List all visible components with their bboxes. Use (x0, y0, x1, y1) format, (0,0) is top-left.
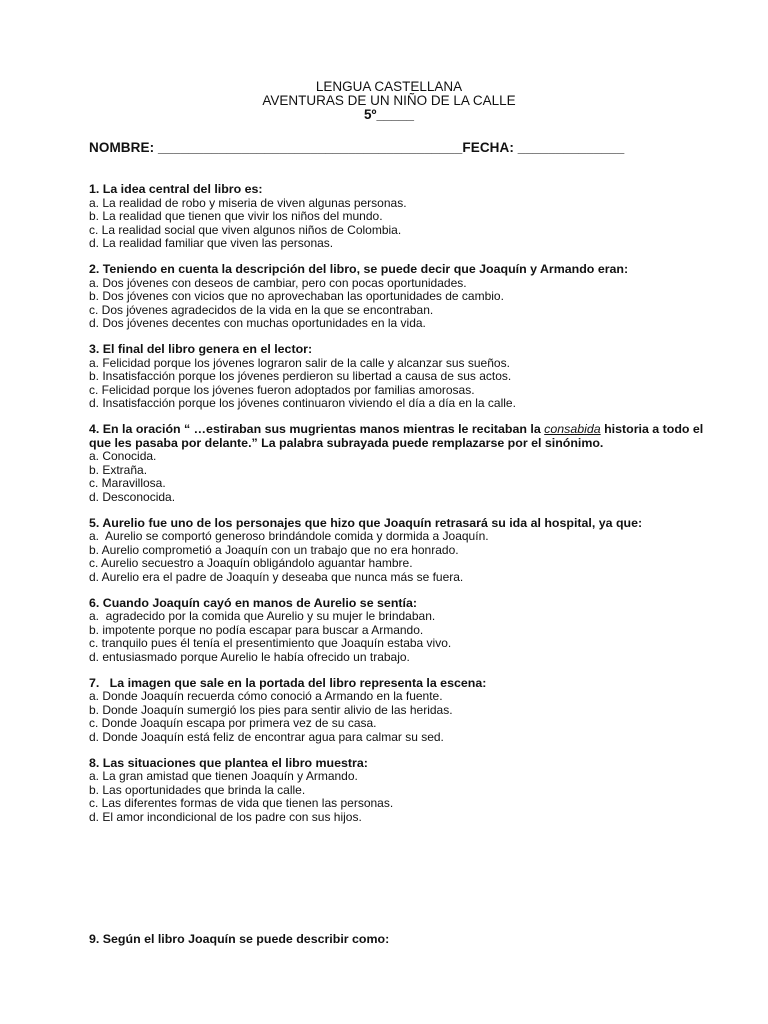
subject-title: LENGUA CASTELLANA (315, 79, 463, 94)
option-d: d. Donde Joaquín está feliz de encontrar agua para calmar su sed. (89, 729, 444, 744)
option-d: d. entusiasmado porque Aurelio le había ofrecido un trabajo. (89, 649, 410, 664)
option-b: b. Insatisfacción porque los jóvenes perdieron su libertad a causa de sus actos. (89, 369, 512, 383)
option-a: a. Donde Joaquín recuerda cómo conoció a Armando en la fuente. (89, 689, 443, 703)
question-8 (89, 757, 709, 825)
option-c: c. Aurelio secuestro a Joaquín obligándolo aguantar hambre. (89, 556, 413, 570)
option-d: d. Dos jóvenes decentes con muchas oportunidades en la vida. (89, 316, 426, 330)
question-title (89, 423, 709, 450)
question-2 (89, 263, 709, 331)
option-b: b. Las oportunidades que brinda la calle. (89, 782, 306, 797)
question-title: 7. La imagen que sale en la portada del libro representa la escena: (89, 675, 487, 690)
option-d: d. La realidad familiar que viven las personas. (89, 236, 334, 250)
name-date-line: NOMBRE: ________________________________________FECHA: ______________ (89, 140, 625, 155)
question-4 (89, 423, 709, 504)
question-9-title: 9. Según el libro Joaquín se puede describir como: (89, 932, 390, 946)
underlined-word: consabida (544, 422, 601, 436)
question-title: 1. La idea central del libro es: (89, 182, 263, 196)
option-d: d. Insatisfacción porque los jóvenes continuaron viviendo el día a día en la calle. (89, 396, 516, 410)
option-b: b. Donde Joaquín sumergió los pies para sentir alivio de las heridas. (89, 702, 453, 717)
option-a: a. Conocida. (89, 449, 157, 463)
book-title: AVENTURAS DE UN NIÑO DE LA CALLE (262, 93, 516, 108)
option-c: c. tranquilo pues él tenía el presentimiento que Joaquín estaba vivo. (89, 636, 452, 650)
question-5 (89, 517, 709, 585)
option-a: a. Felicidad porque los jóvenes lograron salir de la calle y alcanzar sus sueños. (89, 355, 510, 370)
question-1 (89, 183, 709, 251)
option-b: b. La realidad que tienen que vivir los niños del mundo. (89, 209, 383, 223)
grade-line: 5º_____ (364, 107, 414, 122)
question-title: 5. Aurelio fue uno de los personajes que hizo que Joaquín retrasará su ida al hospital, ya que: (89, 515, 643, 530)
question-title: 6. Cuando Joaquín cayó en manos de Aurelio se sentía: (89, 595, 417, 610)
question-title: 3. El final del libro genera en el lector: (89, 342, 313, 356)
option-d: d. El amor incondicional de los padre con sus hijos. (89, 809, 362, 824)
option-b: b. Aurelio comprometió a Joaquín con un trabajo que no era honrado. (89, 542, 459, 557)
option-d: d. Desconocida. (89, 489, 176, 504)
option-a: a. La realidad de robo y miseria de viven algunas personas. (89, 195, 407, 210)
option-c: c. Dos jóvenes agradecidos de la vida en la que se encontraban. (89, 302, 434, 317)
option-c: c. Las diferentes formas de vida que tienen las personas. (89, 796, 394, 810)
question-7 (89, 677, 709, 745)
option-b: b. Dos jóvenes con vicios que no aprovechaban las oportunidades de cambio. (89, 289, 504, 303)
question-title: 2. Teniendo en cuenta la descripción del libro, se puede decir que Joaquín y Armando eran: (89, 262, 629, 276)
option-b: b. Extraña. (89, 462, 148, 477)
option-d: d. Aurelio era el padre de Joaquín y deseaba que nunca más se fuera. (89, 569, 464, 584)
option-c: c. Felicidad porque los jóvenes fueron adoptados por familias amorosas. (89, 382, 475, 397)
questions-list (89, 183, 709, 837)
option-a: a. La gran amistad que tienen Joaquín y Armando. (89, 769, 358, 783)
option-c: c. Donde Joaquín escapa por primera vez de su casa. (89, 716, 377, 730)
question-title-start: 4. En la oración “ …estiraban sus mugrientas manos mientras le recitaban la (89, 422, 545, 436)
option-a: a. Aurelio se comportó generoso brindándole comida y dormida a Joaquín. (89, 529, 489, 543)
question-6 (89, 597, 709, 665)
question-title-end: historia a todo el que les pasaba por delante.” La palabra subrayada puede remplazarse por el sinónimo. (89, 422, 704, 450)
worksheet-header (0, 80, 768, 122)
option-a: a. Dos jóvenes con deseos de cambiar, pero con pocas oportunidades. (89, 275, 467, 290)
option-c: c. La realidad social que viven algunos niños de Colombia. (89, 222, 402, 237)
option-a: a. agradecido por la comida que Aurelio y su mujer le brindaban. (89, 609, 436, 623)
question-title: 8. Las situaciones que plantea el libro muestra: (89, 755, 368, 770)
option-c: c. Maravillosa. (89, 476, 166, 490)
option-b: b. impotente porque no podía escapar para buscar a Armando. (89, 622, 424, 637)
question-3 (89, 343, 709, 411)
